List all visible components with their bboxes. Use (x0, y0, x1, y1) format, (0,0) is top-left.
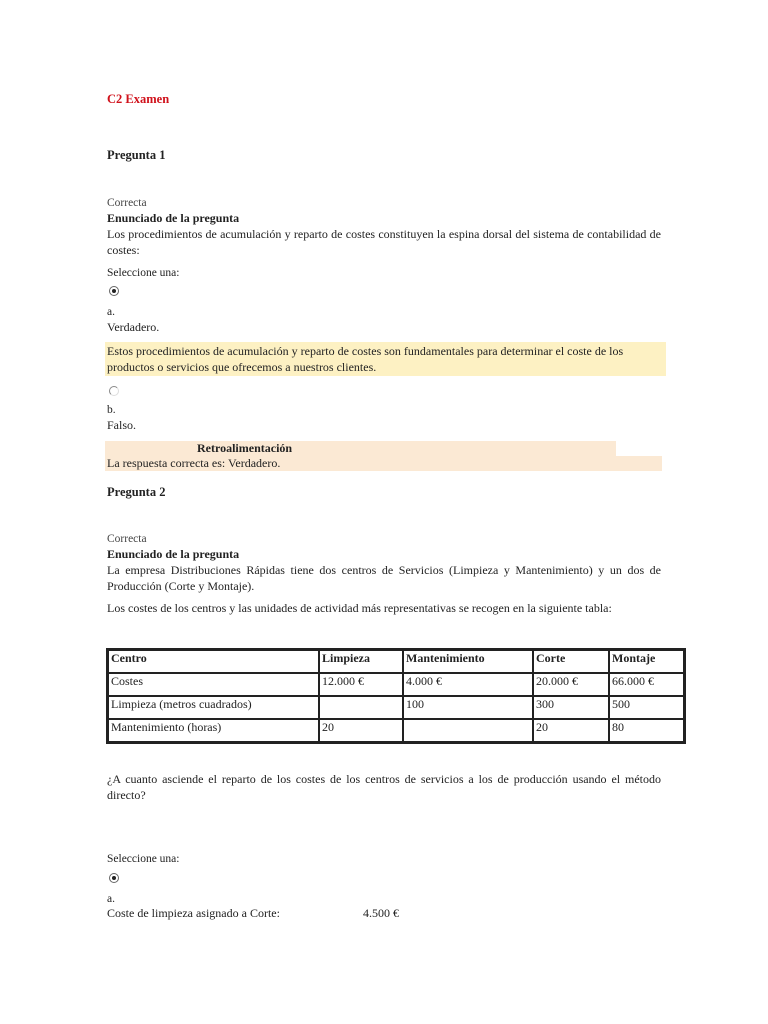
table-header-cell: Corte (533, 650, 609, 673)
feedback-header-band (105, 441, 616, 457)
table-cell: 4.000 € (403, 673, 533, 696)
question-1-option-a-letter: a. (107, 306, 115, 318)
table-cell: 300 (533, 696, 609, 719)
question-2-table-intro: Los costes de los centros y las unidades de actividad más representativas se recogen en la siguiente tabla: (107, 601, 612, 615)
question-1-heading: Pregunta 1 (107, 148, 166, 162)
table-header-cell: Limpieza (319, 650, 403, 673)
question-2-status: Correcta (107, 533, 147, 545)
table-cell: 100 (403, 696, 533, 719)
question-1-option-a-text[interactable]: Verdadero. (107, 320, 160, 334)
question-1-option-a-radio[interactable] (109, 286, 119, 296)
question-1-statement-label: Enunciado de la pregunta (107, 211, 240, 225)
table-row (108, 719, 684, 742)
table-cell: 20.000 € (533, 673, 609, 696)
table-cell: 20 (533, 719, 609, 742)
question-1-statement: Los procedimientos de acumulación y reparto de costes constituyen la espina dorsal del sistema de contabilidad de costes: (107, 227, 661, 257)
table-cell: 20 (319, 719, 403, 742)
question-1-option-b-text[interactable]: Falso. (107, 418, 137, 432)
document-title: C2 Examen (107, 92, 170, 106)
table-header-cell: Mantenimiento (403, 650, 533, 673)
question-2-option-a-radio[interactable] (109, 873, 119, 883)
table-cell: Limpieza (metros cuadrados) (108, 696, 319, 719)
table-header-cell: Centro (108, 650, 319, 673)
cost-table (106, 648, 686, 744)
table-cell: 66.000 € (609, 673, 684, 696)
table-cell: Costes (108, 673, 319, 696)
question-1-status: Correcta (107, 197, 147, 209)
table-cell: 80 (609, 719, 684, 742)
table-cell: 500 (609, 696, 684, 719)
question-1-option-a-feedback: Estos procedimientos de acumulación y reparto de costes son fundamentales para determinar el coste de los productos o servicios que ofrecemos a nuestros clientes. (105, 342, 666, 376)
table-row (108, 673, 684, 696)
question-1-correct-answer: La respuesta correcta es: Verdadero. (107, 456, 281, 470)
table-header-row (108, 650, 684, 673)
question-1-option-b-radio[interactable] (109, 386, 119, 396)
question-2-option-a-value[interactable]: 4.500 € (363, 906, 399, 920)
table-cell (403, 719, 533, 742)
table-header-cell: Montaje (609, 650, 684, 673)
question-2-statement-label: Enunciado de la pregunta (107, 547, 240, 561)
question-1-select-label: Seleccione una: (107, 267, 180, 279)
table-row (108, 696, 684, 719)
question-1-option-b-letter: b. (107, 404, 116, 416)
question-2-heading: Pregunta 2 (107, 485, 166, 499)
question-2-select-label: Seleccione una: (107, 853, 180, 865)
question-2-option-a-letter: a. (107, 893, 115, 905)
feedback-label: Retroalimentación (197, 441, 293, 455)
question-2-option-a-label[interactable]: Coste de limpieza asignado a Corte: (107, 906, 280, 920)
table-cell (319, 696, 403, 719)
question-2-prompt: ¿A cuanto asciende el reparto de los costes de los centros de servicios a los de producción usando el método directo? (107, 772, 661, 802)
table-cell: Mantenimiento (horas) (108, 719, 319, 742)
question-2-statement: La empresa Distribuciones Rápidas tiene dos centros de Servicios (Limpieza y Mantenimiento) y un dos de Producción (Corte y Montaje). (107, 563, 661, 593)
table-cell: 12.000 € (319, 673, 403, 696)
